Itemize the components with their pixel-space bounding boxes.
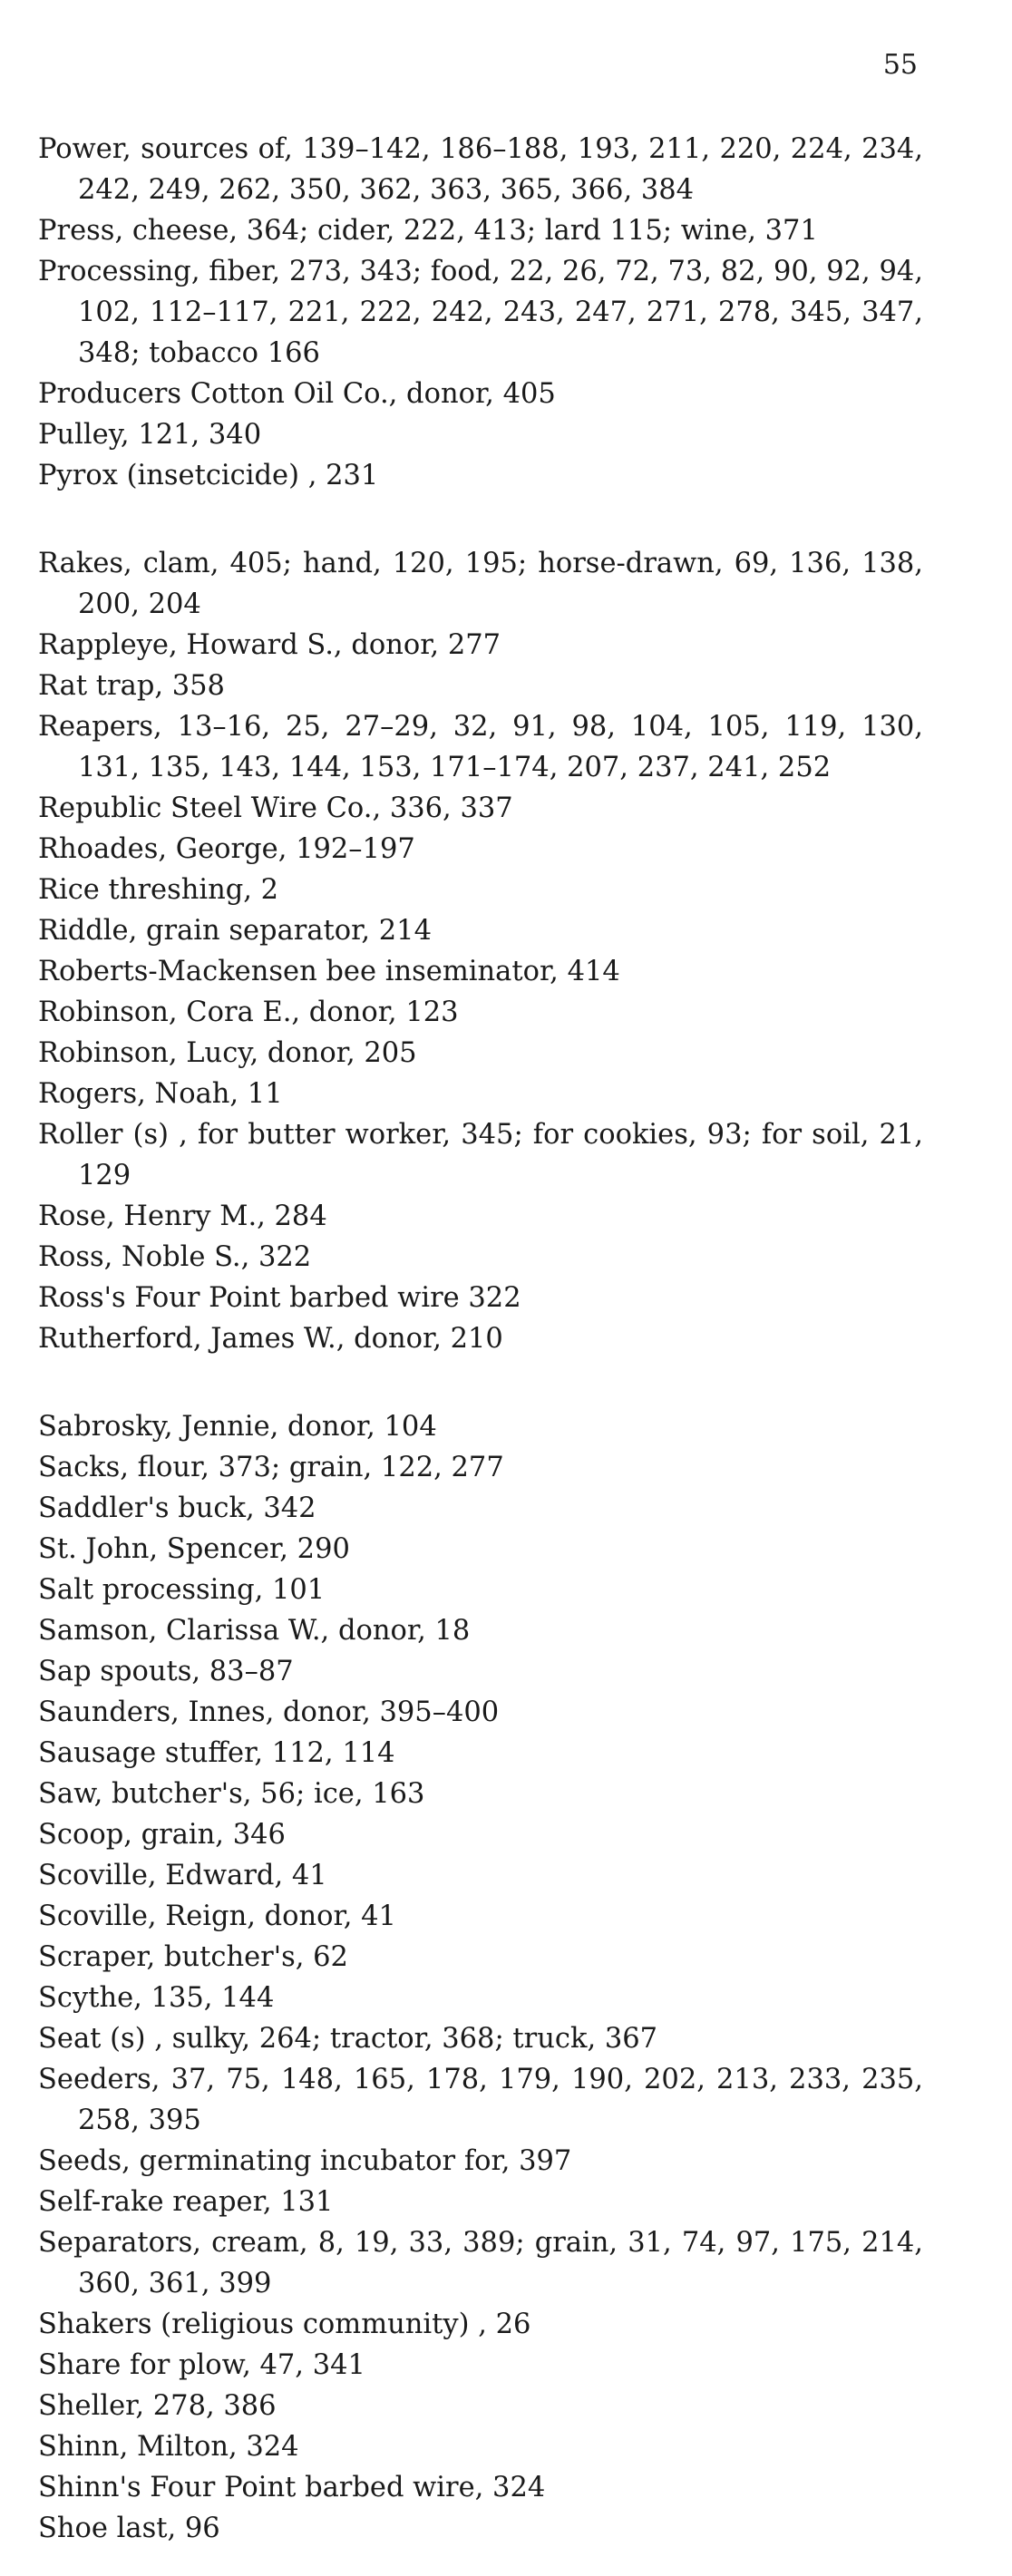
index-entry: Scoville, Edward, 41 <box>38 1860 327 1891</box>
index-entry: Rogers, Noah, 11 <box>38 1078 283 1110</box>
index-entry: Reapers, 13–16, 25, 27–29, 32, 91, 98, 104, 105, 119, 130, 131, 135, 143, 144, 153, 171–174, 207, 237, 241, 252 <box>38 711 923 783</box>
index-entry: St. John, Spencer, 290 <box>38 1533 350 1565</box>
index-entry: Salt processing, 101 <box>38 1574 326 1606</box>
index-entry: Scythe, 135, 144 <box>38 1982 275 2014</box>
index-entry: Sheller, 278, 386 <box>38 2390 277 2422</box>
index-entry: Samson, Clarissa W., donor, 18 <box>38 1615 471 1647</box>
index-entry: Ross, Noble S., 322 <box>38 1241 312 1273</box>
index-entry: Saddler's buck, 342 <box>38 1492 316 1524</box>
index-entry: Sacks, flour, 373; grain, 122, 277 <box>38 1452 504 1483</box>
index-entry: Rice threshing, 2 <box>38 874 279 906</box>
index-entry: Robinson, Lucy, donor, 205 <box>38 1037 417 1069</box>
page-number: 55 <box>882 49 918 81</box>
index-list <box>38 129 923 2549</box>
index-entry: Robinson, Cora E., donor, 123 <box>38 996 459 1028</box>
index-entry: Separators, cream, 8, 19, 33, 389; grain, 31, 74, 97, 175, 214, 360, 361, 399 <box>38 2227 923 2299</box>
index-entry: Shakers (religious community) , 26 <box>38 2309 531 2340</box>
index-entry: Scraper, butcher's, 62 <box>38 1941 348 1973</box>
index-entry: Rappleye, Howard S., donor, 277 <box>38 629 501 661</box>
index-entry: Shoe last, 96 <box>38 2513 220 2544</box>
index-entry: Pulley, 121, 340 <box>38 419 262 451</box>
index-section <box>38 543 923 1359</box>
index-entry: Shinn's Four Point barbed wire, 324 <box>38 2472 546 2503</box>
index-entry: Press, cheese, 364; cider, 222, 413; lard 115; wine, 371 <box>38 215 818 247</box>
index-entry: Roberts-Mackensen bee inseminator, 414 <box>38 956 620 987</box>
index-entry: Seat (s) , sulky, 264; tractor, 368; truck, 367 <box>38 2023 658 2055</box>
index-entry: Riddle, grain separator, 214 <box>38 915 432 947</box>
index-entry: Rakes, clam, 405; hand, 120, 195; horse-drawn, 69, 136, 138, 200, 204 <box>38 548 923 620</box>
index-entry: Scoop, grain, 346 <box>38 1819 286 1851</box>
index-entry: Processing, fiber, 273, 343; food, 22, 26, 72, 73, 82, 90, 92, 94, 102, 112–117, 221, 222, 242, 243, 247, 271, 278, 345, 347, 348; tobacco 166 <box>38 256 923 369</box>
index-entry: Saw, butcher's, 56; ice, 163 <box>38 1778 425 1810</box>
index-entry: Rhoades, George, 192–197 <box>38 833 415 865</box>
index-section <box>38 129 923 496</box>
index-entry: Rutherford, James W., donor, 210 <box>38 1323 503 1355</box>
index-section <box>38 1406 923 2549</box>
index-entry: Republic Steel Wire Co., 336, 337 <box>38 792 513 824</box>
index-entry: Rose, Henry M., 284 <box>38 1201 327 1232</box>
index-entry: Seeders, 37, 75, 148, 165, 178, 179, 190, 202, 213, 233, 235, 258, 395 <box>38 2064 923 2136</box>
index-entry: Self-rake reaper, 131 <box>38 2186 334 2218</box>
index-entry: Roller (s) , for butter worker, 345; for cookies, 93; for soil, 21, 129 <box>38 1119 923 1191</box>
index-entry: Seeds, germinating incubator for, 397 <box>38 2145 572 2177</box>
index-entry: Sabrosky, Jennie, donor, 104 <box>38 1411 437 1443</box>
index-entry: Rat trap, 358 <box>38 670 225 702</box>
index-entry: Producers Cotton Oil Co., donor, 405 <box>38 378 556 410</box>
index-entry: Scoville, Reign, donor, 41 <box>38 1900 396 1932</box>
index-entry: Share for plow, 47, 341 <box>38 2349 365 2381</box>
index-entry: Saunders, Innes, donor, 395–400 <box>38 1696 500 1728</box>
index-entry: Power, sources of, 139–142, 186–188, 193, 211, 220, 224, 234, 242, 249, 262, 350, 362, 363, 365, 366, 384 <box>38 133 923 206</box>
index-entry: Shinn, Milton, 324 <box>38 2431 299 2463</box>
index-entry: Pyrox (insetcicide) , 231 <box>38 460 379 491</box>
index-entry: Sausage stuffer, 112, 114 <box>38 1737 395 1769</box>
index-entry: Sap spouts, 83–87 <box>38 1656 294 1687</box>
index-entry: Ross's Four Point barbed wire 322 <box>38 1282 521 1314</box>
